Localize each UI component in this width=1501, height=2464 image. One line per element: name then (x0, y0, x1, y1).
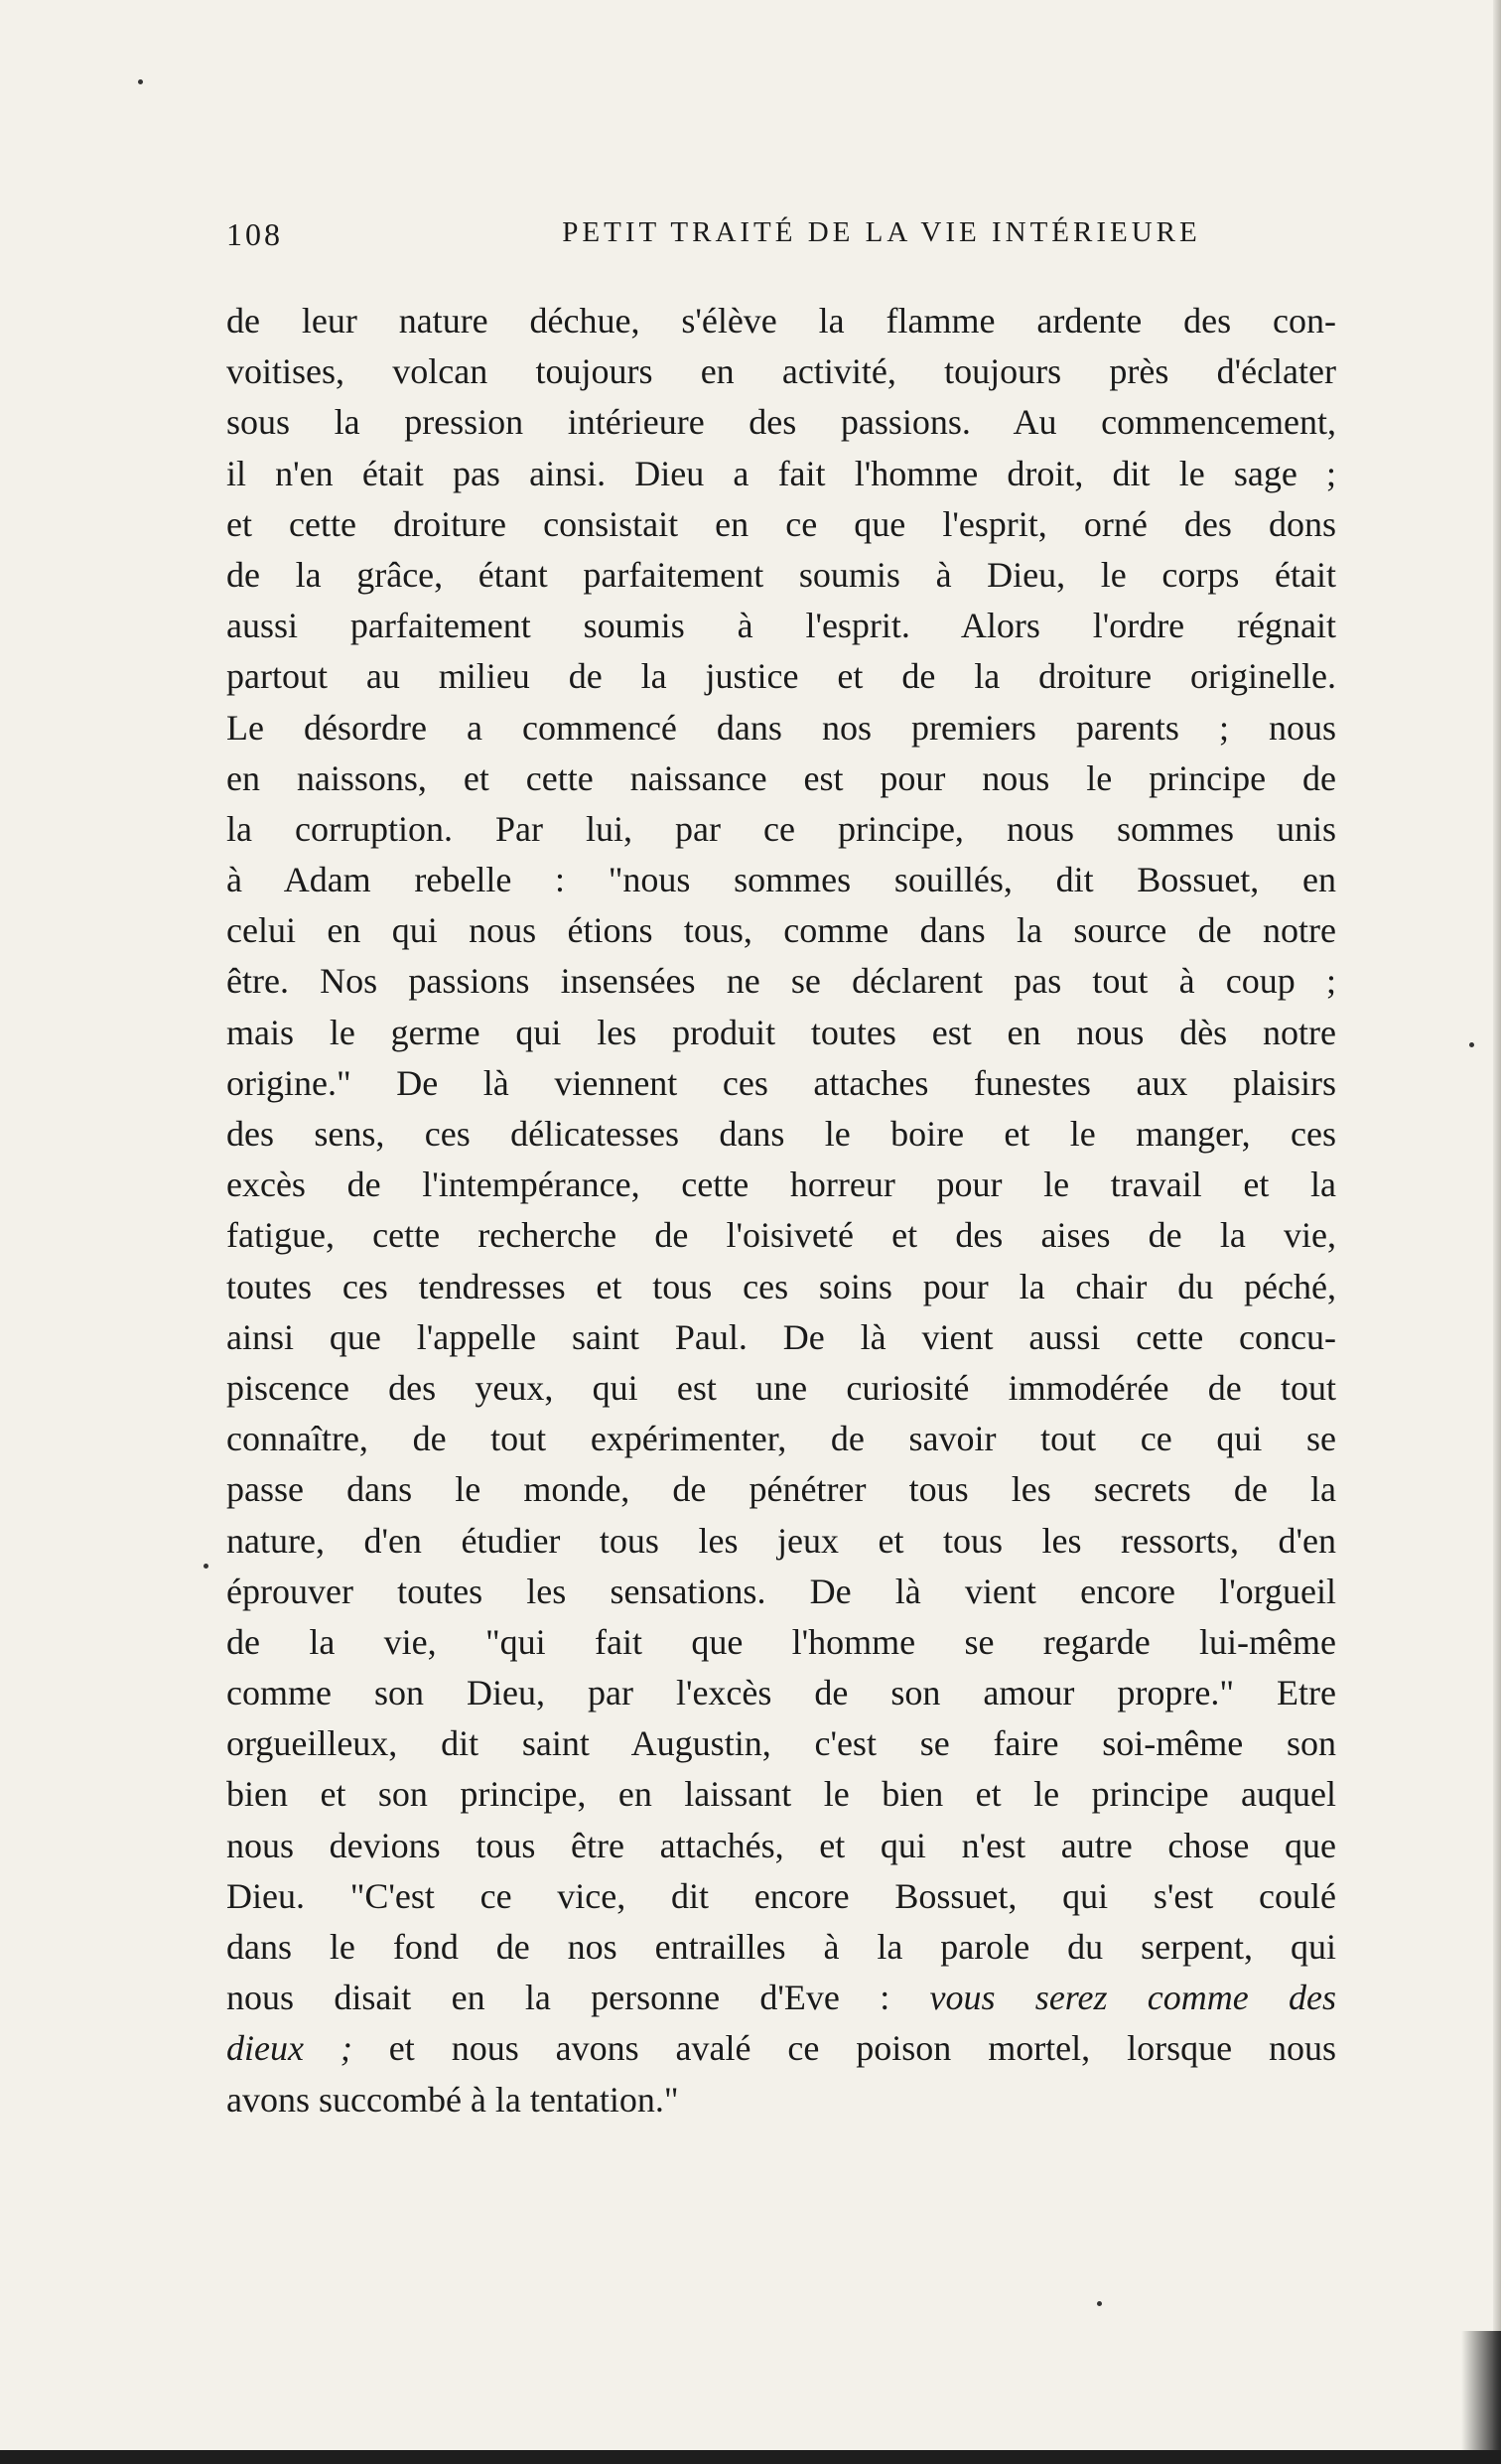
text-line: sous la pression intérieure des passions. Au commencement, (226, 402, 1336, 443)
body-text (226, 296, 1336, 2125)
text-line: nature, d'en étudier tous les jeux et tous les ressorts, d'en (226, 1520, 1336, 1561)
text-line: être. Nos passions insensées ne se déclarent pas tout à coup ; (226, 961, 1336, 1002)
page-number: 108 (226, 216, 283, 252)
text-line-with-italic (226, 2023, 1336, 2074)
running-title: PETIT TRAITÉ DE LA VIE INTÉRIEURE (562, 216, 1201, 248)
text-line: celui en qui nous étions tous, comme dans la source de notre (226, 910, 1336, 951)
text-line-last: avons succombé à la tentation." (226, 2079, 679, 2120)
text-line: éprouver toutes les sensations. De là vient encore l'orgueil (226, 1571, 1336, 1611)
text-line: de leur nature déchue, s'élève la flamme ardente des con- (226, 301, 1336, 341)
page-speck (204, 1564, 208, 1569)
text-line: il n'en était pas ainsi. Dieu a fait l'homme droit, dit le sage ; (226, 453, 1336, 493)
page-edge-right (1493, 0, 1501, 2464)
text-line: toutes ces tendresses et tous ces soins pour la chair du péché, (226, 1266, 1336, 1306)
text-line: ainsi que l'appelle saint Paul. De là vient aussi cette concu- (226, 1316, 1336, 1357)
text-segment: nous disait en la personne d'Eve : (226, 1978, 890, 2018)
text-line: mais le germe qui les produit toutes est en nous dès notre (226, 1012, 1336, 1052)
page-edge-corner (1461, 2331, 1501, 2450)
text-line: aussi parfaitement soumis à l'esprit. Alors l'ordre régnait (226, 606, 1336, 646)
text-line: bien et son principe, en laissant le bien et le principe auquel (226, 1774, 1336, 1815)
text-line: voitises, volcan toujours en activité, toujours près d'éclater (226, 351, 1336, 392)
text-line: et cette droiture consistait en ce que l'esprit, orné des dons (226, 503, 1336, 544)
text-line: en naissons, et cette naissance est pour nous le principe de (226, 757, 1336, 798)
text-line: des sens, ces délicatesses dans le boire et le manger, ces (226, 1114, 1336, 1154)
text-line: excès de l'intempérance, cette horreur pour le travail et la (226, 1164, 1336, 1205)
text-line: de la vie, "qui fait que l'homme se regarde lui-même (226, 1621, 1336, 1662)
page-speck (1097, 2301, 1102, 2306)
text-line: passe dans le monde, de pénétrer tous les secrets de la (226, 1469, 1336, 1510)
text-line: de la grâce, étant parfaitement soumis à Dieu, le corps était (226, 554, 1336, 595)
text-line: à Adam rebelle : "nous sommes souillés, dit Bossuet, en (226, 860, 1336, 900)
text-line: Dieu. "C'est ce vice, dit encore Bossuet, qui s'est coulé (226, 1875, 1336, 1916)
page-edge-bottom (0, 2450, 1501, 2464)
text-line: partout au milieu de la justice et de la droiture originelle. (226, 656, 1336, 697)
text-line: dans le fond de nos entrailles à la parole du serpent, qui (226, 1927, 1336, 1967)
text-line: la corruption. Par lui, par ce principe, nous sommes unis (226, 808, 1336, 849)
text-segment: et nous avons avalé ce poison mortel, lorsque nous (351, 2028, 1336, 2069)
text-line: Le désordre a commencé dans nos premiers parents ; nous (226, 707, 1336, 748)
text-line: orgueilleux, dit saint Augustin, c'est se faire soi-même son (226, 1723, 1336, 1764)
text-line: connaître, de tout expérimenter, de savoir tout ce qui se (226, 1419, 1336, 1459)
italic-quote: vous serez comme des (929, 1978, 1337, 2018)
text-line: nous devions tous être attachés, et qui n'est autre chose que (226, 1825, 1336, 1865)
italic-quote: dieux ; (226, 2028, 352, 2069)
page-speck (138, 79, 143, 84)
text-line-with-italic (226, 1973, 1336, 2023)
page-speck (1469, 1042, 1474, 1047)
text-line: comme son Dieu, par l'excès de son amour propre." Etre (226, 1673, 1336, 1713)
text-line: fatigue, cette recherche de l'oisiveté et des aises de la vie, (226, 1215, 1336, 1256)
running-head (226, 216, 1338, 266)
text-line: origine." De là viennent ces attaches funestes aux plaisirs (226, 1062, 1336, 1103)
text-line: piscence des yeux, qui est une curiosité immodérée de tout (226, 1367, 1336, 1408)
